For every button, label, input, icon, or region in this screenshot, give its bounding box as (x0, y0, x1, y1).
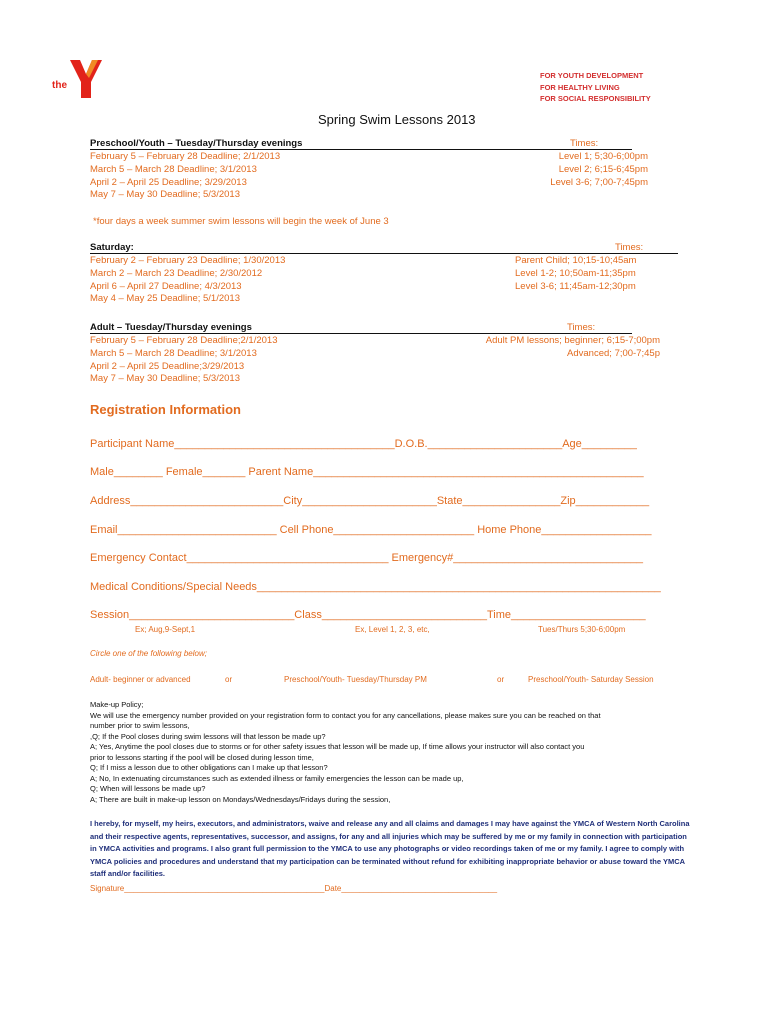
session-line: May 4 – May 25 Deadline; 5/1/2013 (90, 293, 240, 305)
time-line: Level 3-6; 11;45am-12;30pm (515, 280, 636, 292)
time-line: Parent Child; 10;15-10;45am (515, 255, 637, 266)
choice-or: or (497, 675, 505, 684)
time-line: Adult PM lessons; beginner; 6;15-7;00pm (485, 335, 660, 346)
time-line: Level 1-2; 10;50am-11;35pm (515, 267, 636, 279)
ymca-logo (52, 56, 106, 106)
session-line: February 5 – February 28 Deadline;2/1/2013 (90, 335, 278, 346)
session-line: April 2 – April 25 Deadline;3/29/2013 (90, 360, 245, 372)
time-line: Level 2; 6;15-6;45pm (558, 163, 648, 175)
tagline: FOR SOCIAL RESPONSIBILITY (540, 94, 651, 103)
preschool-times-label: Times: (570, 138, 599, 149)
field-contact-row[interactable]: Email__________________________ Cell Phone_______________________ Home Phone__________________ (90, 524, 652, 536)
policy-line: ,Q; If the Pool closes during swim lessons will that lesson be made up? (90, 731, 326, 741)
adult-times-label: Times: (567, 322, 596, 333)
preschool-heading-text: Preschool/Youth – Tuesday/Thursday evenings (90, 138, 303, 149)
tagline: FOR HEALTHY LIVING (540, 82, 620, 92)
policy-line: Q; When will lessons be made up? (90, 784, 206, 793)
taglines (540, 70, 651, 105)
choice-preschool-saturday[interactable]: Preschool/Youth- Saturday Session (528, 675, 654, 684)
time-line: Level 1; 5;30-6;00pm (558, 151, 648, 162)
field-session-row[interactable]: Session___________________________Class___________________________Time______________________ (90, 609, 646, 621)
session-line: April 2 – April 25 Deadline; 3/29/2013 (90, 176, 247, 188)
ymca-y-icon (68, 56, 104, 102)
field-address-row[interactable]: Address_________________________City______________________State________________Zip____________ (90, 495, 650, 507)
session-line: March 5 – March 28 Deadline; 3/1/2013 (90, 347, 257, 359)
session-hint: Ex; Aug,9-Sept,1 (135, 625, 196, 634)
policy-line: Make-up Policy; (90, 700, 144, 709)
session-line: May 7 – May 30 Deadline; 5/3/2013 (90, 373, 240, 385)
saturday-sessions (90, 255, 285, 306)
field-emergency-row[interactable]: Emergency Contact_________________________________ Emergency#_______________________________ (90, 552, 643, 564)
policy-line: We will use the emergency number provided on your registration form to contact you for any cancellations, please makes sure you can be reached on that (90, 710, 601, 720)
preschool-sessions (90, 151, 280, 202)
saturday-heading-rule (90, 253, 678, 254)
saturday-times (515, 255, 636, 293)
logo-the-text: the (52, 80, 67, 91)
page-title: Spring Swim Lessons 2013 (318, 112, 476, 127)
adult-sessions (90, 335, 277, 386)
session-line: February 5 – February 28 Deadline; 2/1/2013 (90, 151, 281, 162)
registration-heading: Registration Information (90, 402, 241, 417)
preschool-heading-rule (90, 149, 632, 150)
waiver-text: I hereby, for myself, my heirs, executors, and administrators, waive and release any and all claims and damages I may have against the YMCA of Western North Carolina and their respective agents, representatives, successor, and assigns, for any and all injuries which may be suffered by me or my family in connection with participation in YMCA activities and programs. I also grant full permission to the YMCA to use any photographs or video recordings taken of me or my family. I agree to comply with YMCA policies and procedures and understand that my participation can be terminated without refund for exhibiting inappropriate behavior or abuse toward the YMCA staff and/or facilities. (90, 819, 690, 878)
policy-line: Q; If I miss a lesson due to other obligations can I make up that lesson? (90, 763, 328, 772)
session-line: April 6 – April 27 Deadline; 4/3/2013 (90, 280, 242, 292)
summer-note: *four days a week summer swim lessons will begin the week of June 3 (93, 216, 389, 227)
adult-heading: Adult – Tuesday/Thursday evenings (90, 322, 252, 333)
session-line: February 2 – February 23 Deadline; 1/30/2013 (90, 255, 286, 266)
session-line: May 7 – May 30 Deadline; 5/3/2013 (90, 189, 240, 201)
choice-preschool-weekday[interactable]: Preschool/Youth- Tuesday/Thursday PM (284, 675, 427, 684)
policy-line: number prior to swim lessons, (90, 721, 190, 730)
saturday-heading: Saturday: (90, 242, 134, 253)
time-hint: Tues/Thurs 5;30-6;00pm (538, 625, 626, 634)
field-medical-row[interactable]: Medical Conditions/Special Needs__________________________________________________________________ (90, 581, 661, 593)
preschool-heading (90, 138, 302, 149)
policy-line: A; There are built in make-up lesson on Mondays/Wednesdays/Fridays during the session, (90, 794, 391, 804)
choice-or: or (225, 675, 233, 684)
policy-line: A; No, In extenuating circumstances such as extended illness or family emergencies the lesson can be made up, (90, 773, 464, 783)
session-line: March 5 – March 28 Deadline; 3/1/2013 (90, 163, 257, 175)
time-line: Advanced; 7;00-7;45p (567, 347, 660, 359)
adult-times (486, 335, 660, 361)
circle-note: Circle one of the following below; (90, 649, 207, 658)
session-line: March 2 – March 23 Deadline; 2/30/2012 (90, 267, 263, 279)
signature-line[interactable]: Signature_____________________________________________Date___________________________________ (90, 884, 498, 893)
policy-line: prior to lessons starting if the pool will be closed during lesson time, (90, 752, 314, 762)
field-gender-parent-row[interactable]: Male________ Female_______ Parent Name______________________________________________________ (90, 466, 644, 478)
tagline: FOR YOUTH DEVELOPMENT (540, 71, 644, 80)
choice-adult[interactable]: Adult- beginner or advanced (90, 675, 191, 684)
class-hint: Ex, Level 1, 2, 3, etc, (355, 625, 430, 634)
policy-line: A; Yes, Anytime the pool closes due to storms or for other safety issues that lesson will be made up, If time allows your instructor will also contact you (90, 742, 585, 751)
time-line: Level 3-6; 7;00-7;45pm (550, 176, 648, 188)
makeup-policy (90, 700, 601, 805)
preschool-times (550, 151, 648, 189)
adult-heading-rule (90, 333, 632, 334)
saturday-times-label: Times: (615, 242, 644, 253)
field-participant-row[interactable]: Participant Name____________________________________D.O.B.______________________Age_________ (90, 438, 637, 450)
